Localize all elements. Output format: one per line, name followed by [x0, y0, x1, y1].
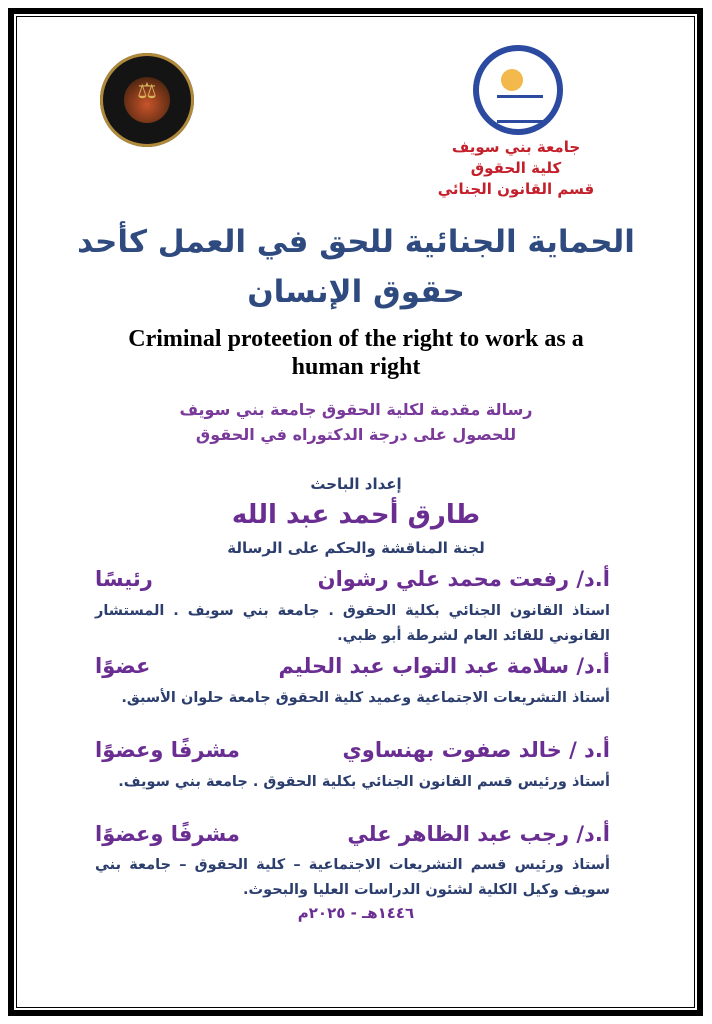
member-name: أ.د/ سلامة عبد التواب عبد الحليم	[278, 654, 610, 678]
department-name: قسم القانون الجنائي	[437, 180, 595, 198]
title-en-line1: Criminal proteetion of the right to work as a	[128, 326, 584, 352]
university-name: جامعة بني سويف	[451, 138, 581, 156]
member-role: مشرفًا وعضوًا	[95, 822, 240, 846]
title-ar-line1: الحماية الجنائية للحق في العمل كأحد	[77, 224, 635, 260]
member-role: مشرفًا وعضوًا	[95, 738, 240, 762]
member-description: أستاذ ورئيس قسم القانون الجنائي بكلية الحقوق . جامعة بني سويف.	[118, 774, 610, 790]
member-row	[95, 738, 610, 762]
submission-line1: رسالة مقدمة لكلية الحقوق جامعة بني سويف	[179, 400, 533, 419]
member-description: أستاذ ورئيس قسم التشريعات الاجتماعية – كلية الحقوق – جامعة بني سويف وكيل الكلية لشئون الدراسات العليا والبحوث.	[95, 857, 610, 898]
faculty-of-law-logo: ⚖	[100, 53, 194, 147]
member-description: أستاذ التشريعات الاجتماعية وعميد كلية الحقوق جامعة حلوان الأسبق.	[121, 690, 610, 706]
member-row	[95, 822, 610, 846]
member-role: رئيسًا	[95, 567, 153, 591]
researcher-name: طارق أحمد عبد الله	[231, 500, 481, 530]
date: ١٤٤٦هـ - ٢٠٢٥م	[297, 904, 415, 922]
prepared-by-label: إعداد الباحث	[310, 475, 402, 493]
member-description: استاذ القانون الجنائي بكلية الحقوق . جامعة بني سويف . المستشار القانوني للقائد العام لشرطة أبو ظبي.	[95, 603, 610, 644]
title-en-line2: human right	[291, 354, 421, 380]
beni-suef-university-logo	[473, 45, 563, 135]
member-row	[95, 654, 610, 678]
member-role: عضوًا	[95, 654, 151, 678]
submission-line2: للحصول على درجة الدكتوراه في الحقوق	[195, 425, 517, 444]
member-name: أ.د/ رجب عبد الظاهر علي	[347, 822, 610, 846]
title-ar-line2: حقوق الإنسان	[247, 274, 465, 310]
member-name: أ.د / خالد صفوت بهنساوي	[342, 738, 610, 762]
member-row	[95, 567, 610, 591]
faculty-name: كلية الحقوق	[470, 159, 562, 177]
member-name: أ.د/ رفعت محمد علي رشوان	[317, 567, 610, 591]
committee-label: لجنة المناقشة والحكم على الرسالة	[227, 539, 485, 557]
